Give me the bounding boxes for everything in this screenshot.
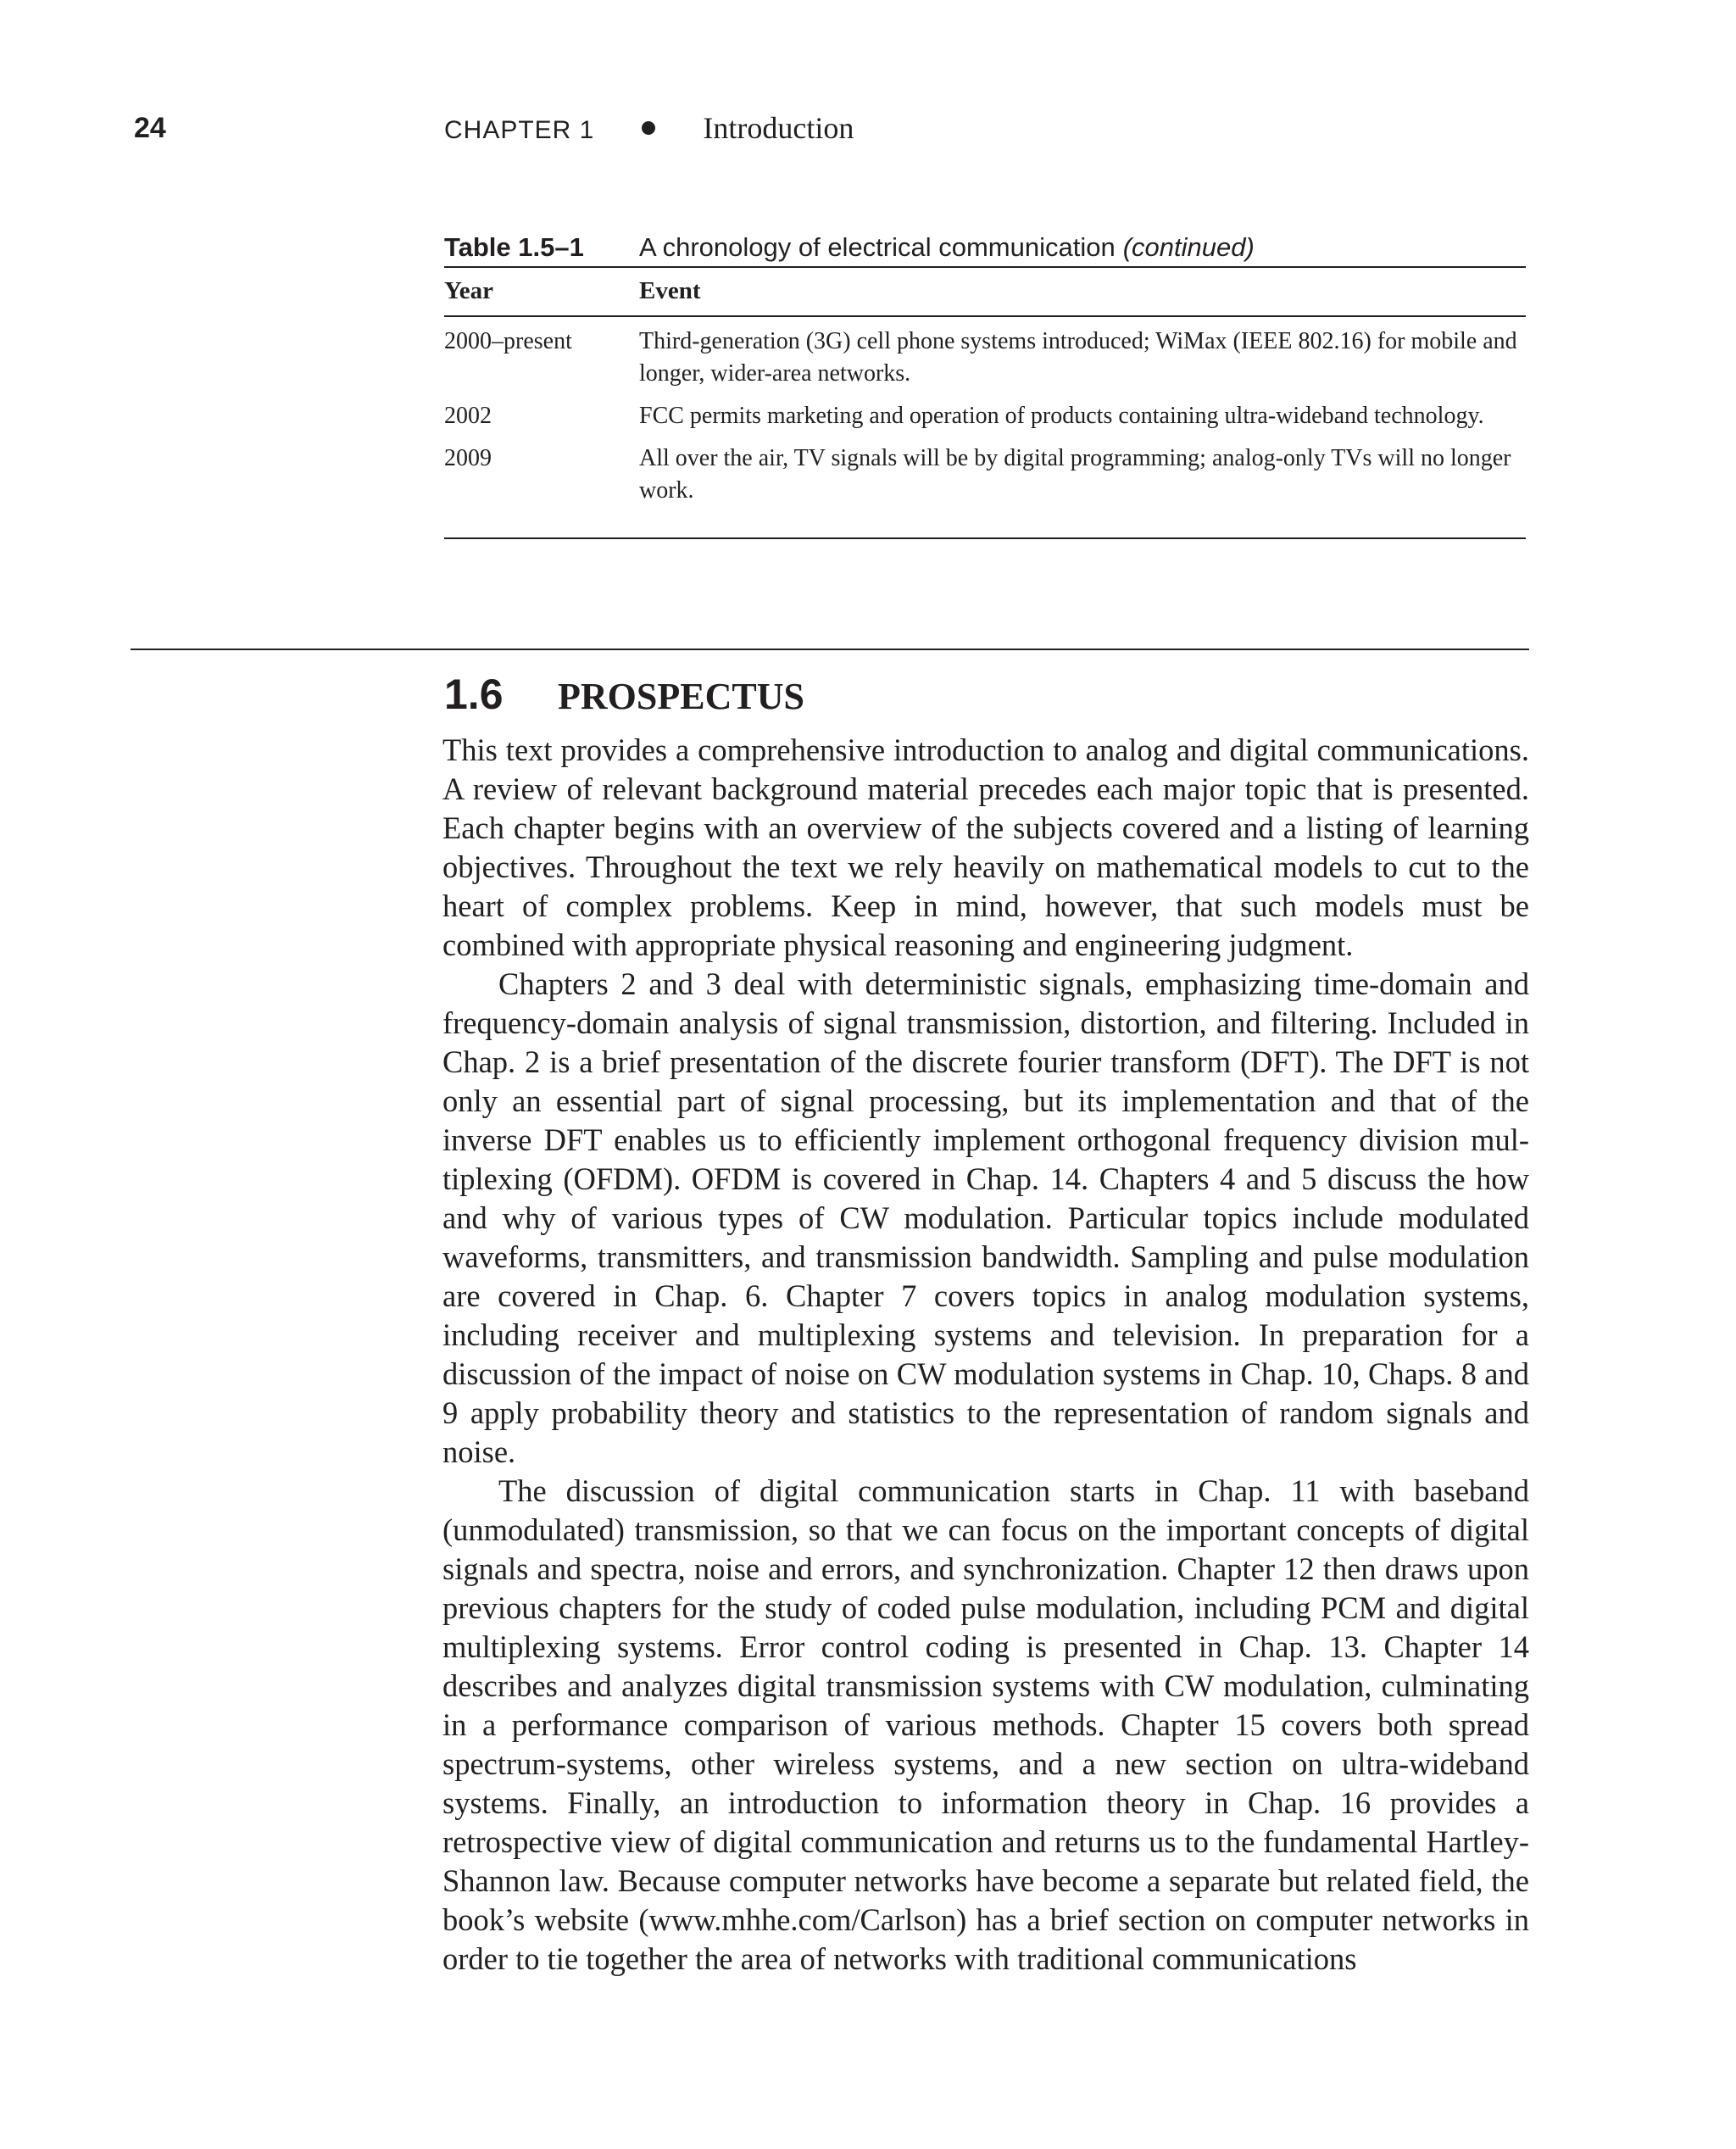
event-cell: Third-generation (3G) cell phone systems introduced; WiMax (IEEE 802.16) for mobile and longer, wider-area networks. (639, 328, 1517, 387)
section-heading (444, 670, 804, 719)
section-divider (131, 649, 1529, 650)
paragraph: This text provides a comprehensive introduction to analog and digital communications. A review of relevant background material precedes each major topic that is presented. Each chapter begins with an overview of the subjects covered and a listing of learning objectives. Throughout the text we rely heavily on mathematical models to cut to the heart of complex problems. Keep in mind, however, that such models must be combined with appropriate physical reasoning and engineering judgment. (442, 732, 1529, 962)
event-cell: FCC permits marketing and operation of products containing ultra-wideband technology. (639, 403, 1484, 429)
chronology-table (444, 268, 1526, 517)
bullet-separator-icon (642, 121, 655, 135)
table-caption (444, 232, 1526, 266)
table-row (444, 316, 1526, 400)
column-header-event: Event (639, 268, 1526, 316)
table-bottom-rule (444, 537, 1526, 539)
table-label: Table 1.5–1 (444, 232, 584, 262)
table-row (444, 400, 1526, 443)
year-cell: 2000–present (444, 328, 572, 354)
table-header-row (444, 268, 1526, 316)
chronology-table-block (444, 232, 1526, 539)
chapter-title: Introduction (703, 111, 854, 145)
paragraph: Chapters 2 and 3 deal with deterministic signals, emphasizing time-domain and frequency-domain analysis of signal transmission, distortion, and filtering. Included in Chap. 2 is a brief presentation of the discrete fourier transform (DFT). The DFT is not only an essential part of signal processing, but its implementation and that of the inverse DFT enables us to efficiently implement orthogonal frequency division multiplexing (OFDM). OFDM is covered in Chap. 14. Chapters 4 and 5 discuss the how and why of various types of CW modulation. Particular topics include modulated waveforms, transmitters, and transmission bandwidth. Sampling and pulse modulation are covered in Chap. 6. Chapter 7 covers topics in analog modulation systems, including receiver and multiplexing systems and television. In preparation for a discussion of the impact of noise on CW modulation systems in Chap. 10, Chaps. 8 and 9 apply probability theory and statistics to the representation of random signals and noise. (442, 966, 1529, 1469)
event-cell: All over the air, TV signals will be by digital programming; analog-only TVs will no longer work. (639, 445, 1511, 504)
paragraph: The discussion of digital communication starts in Chap. 11 with baseband (unmodulated) transmission, so that we can focus on the important concepts of digital signals and spectra, noise and errors, and synchronization. Chapter 12 then draws upon previous chapters for the study of coded pulse modulation, including PCM and digital multiplexing systems. Error control coding is presented in Chap. 13. Chapter 14 describes and analyzes digital transmission systems with CW modulation, culminating in a performance comparison of various methods. Chapter 15 covers both spread spectrum-systems, other wireless systems, and a new section on ultra-wideband systems. Finally, an introduction to information theory in Chap. 16 provides a retrospective view of digital communication and returns us to the fundamental Hartley-Shannon law. Because computer networks have become a separate but related field, the book’s website (www.mhhe.com/Carlson) has a brief section on computer networks in order to tie together the area of networks with traditional communications (442, 1473, 1529, 1976)
section-body (442, 731, 1529, 1979)
year-cell: 2002 (444, 403, 492, 429)
table-caption-text: A chronology of electrical communication (639, 232, 1116, 262)
table-caption-note: (continued) (1122, 232, 1255, 262)
section-number: 1.6 (444, 671, 504, 718)
table-row (444, 443, 1526, 517)
page-number: 24 (134, 112, 166, 144)
year-cell: 2009 (444, 445, 492, 471)
section-title: PROSPECTUS (558, 676, 804, 717)
column-header-year: Year (444, 268, 639, 316)
chapter-label: CHAPTER 1 (444, 116, 595, 144)
running-head (444, 110, 854, 146)
